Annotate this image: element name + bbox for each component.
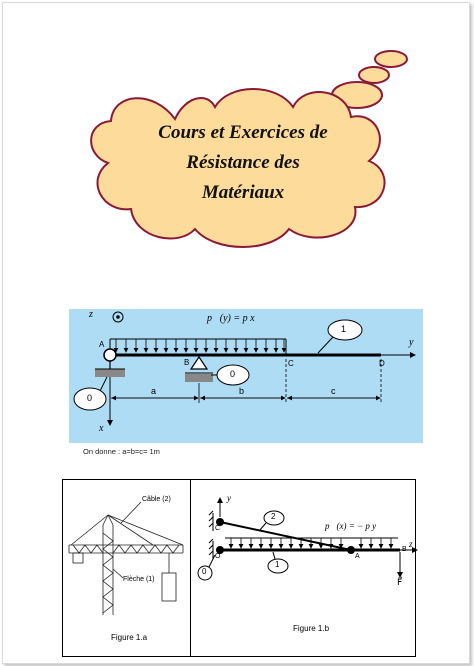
beam-x-axis-label: x⃗ (99, 423, 112, 434)
mechanism-drawing (3, 3, 469, 663)
mechanism-point-c: C (215, 525, 221, 532)
beam-y-axis-label: y⃗ (409, 337, 422, 348)
crane-cable-label: Câble (2) (142, 496, 171, 503)
mechanism-force-label: F⃗ (397, 577, 403, 587)
mechanism-bubble-0-label: 0 (202, 567, 207, 576)
crane-fleche-label: Flèche (1) (123, 576, 155, 583)
beam-z-axis-label: z⃗ (89, 309, 101, 320)
beam-dimension-c: c (331, 386, 336, 396)
beam-bubble-0-mid-label: 0 (230, 369, 236, 379)
beam-point-d: D (379, 359, 385, 368)
figure-1a-caption: Figure 1.a (111, 633, 148, 642)
beam-bubble-1-label: 1 (341, 324, 347, 334)
beam-point-c: C (288, 359, 294, 368)
cover-title-line3: Matériaux (201, 182, 285, 203)
mechanism-z-axis-label: z⃗ (409, 539, 420, 549)
mechanism-point-a: A (355, 553, 360, 560)
beam-point-a: A (99, 340, 105, 349)
mechanism-bubble-2-label: 2 (271, 512, 276, 521)
mechanism-point-o: O (215, 553, 221, 560)
document-page (2, 2, 470, 664)
beam-dimension-a: a (151, 386, 157, 396)
beam-load-label: p⃗(y) = p x⃗ (207, 313, 263, 324)
mechanism-load-label: p⃗(x) = − p y⃗ (325, 521, 384, 531)
mechanism-bubble-1-label: 1 (275, 560, 280, 569)
mechanism-y-axis-label: y⃗ (227, 493, 238, 503)
beam-point-b: B (184, 358, 190, 367)
beam-dimension-b: b (239, 386, 245, 396)
cover-title-line2: Résistance des (186, 152, 300, 173)
figure-1b-caption: Figure 1.b (293, 624, 330, 633)
beam-given-note: On donne : a=b=c= 1m (83, 447, 160, 456)
mechanism-point-b: B (402, 546, 407, 553)
beam-bubble-0-left-label: 0 (87, 393, 93, 403)
cover-title-line1: Cours et Exercices de (158, 122, 328, 143)
